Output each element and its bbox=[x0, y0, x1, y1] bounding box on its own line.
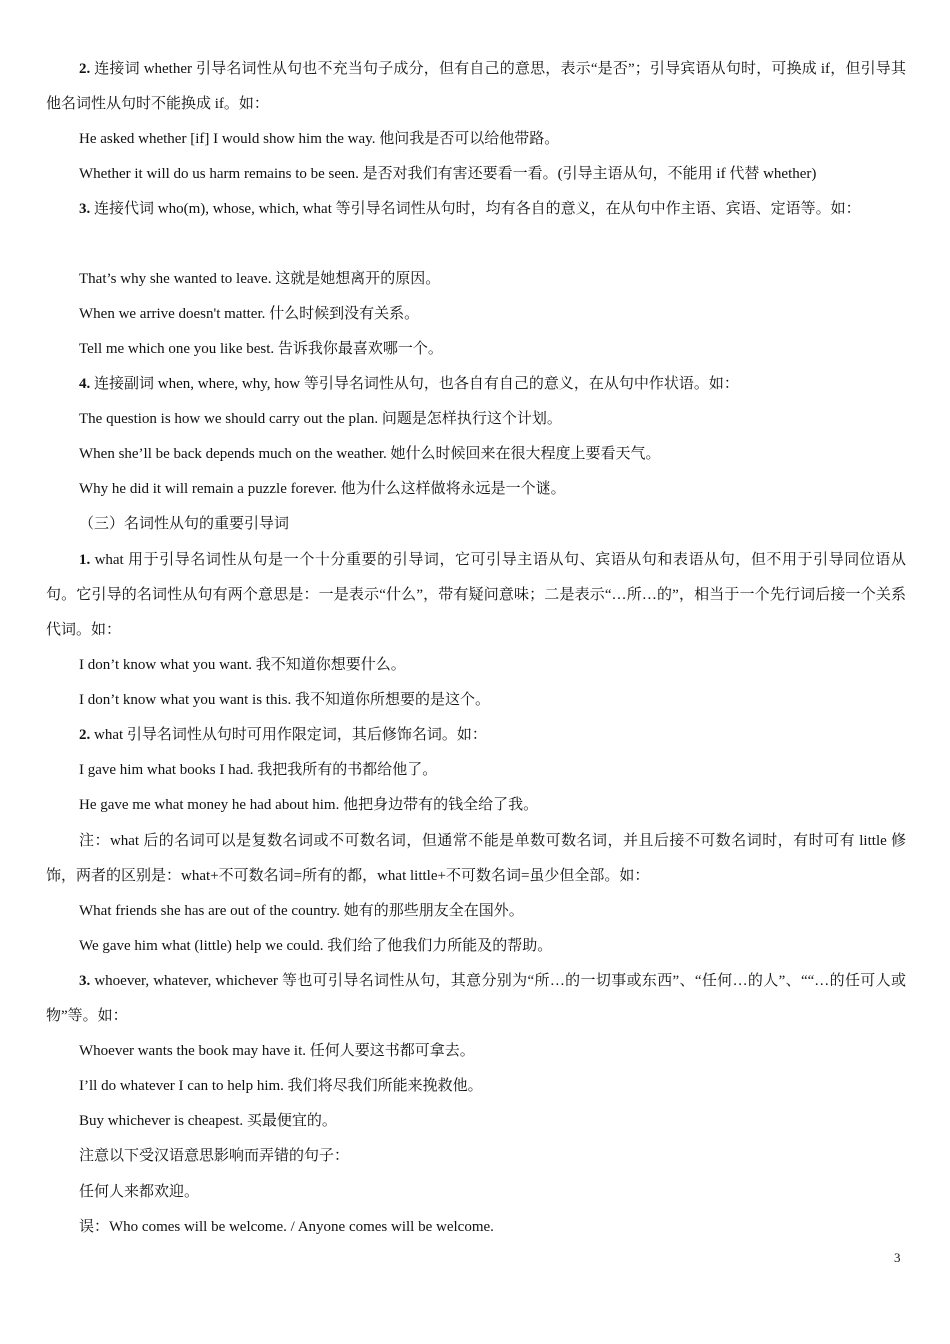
example-sentence bbox=[46, 437, 906, 472]
paragraph-text: Buy whichever is cheapest. 买最便宜的。 bbox=[79, 1113, 337, 1129]
paragraph bbox=[46, 543, 906, 648]
note-paragraph bbox=[46, 1139, 906, 1174]
paragraph bbox=[46, 718, 906, 753]
paragraph-text: 连接代词 who(m), whose, which, what 等引导名词性从句时，均有各自的意义，在从句中作主语、宾语、定语等。如： bbox=[90, 201, 861, 217]
example-sentence bbox=[46, 1210, 906, 1245]
paragraph-text: I don’t know what you want is this. 我不知道你所想要的是这个。 bbox=[79, 692, 490, 708]
paragraph-text: 注意以下受汉语意思影响而弄错的句子： bbox=[79, 1148, 350, 1164]
paragraph-text: 误：Who comes will be welcome. / Anyone comes will be welcome. bbox=[79, 1219, 494, 1235]
paragraph bbox=[46, 367, 906, 402]
paragraph bbox=[46, 964, 906, 1034]
example-sentence bbox=[46, 1104, 906, 1139]
item-number: 3. bbox=[79, 201, 91, 217]
item-number: 2. bbox=[79, 61, 91, 77]
paragraph-text: Whoever wants the book may have it. 任何人要这书都可拿去。 bbox=[79, 1043, 475, 1059]
item-number: 4. bbox=[79, 376, 91, 392]
example-sentence bbox=[46, 1034, 906, 1069]
paragraph-text: He asked whether [if] I would show him the way. 他问我是否可以给他带路。 bbox=[79, 131, 560, 147]
paragraph-text: I’ll do whatever I can to help him. 我们将尽我们所能来挽救他。 bbox=[79, 1078, 483, 1094]
section-heading bbox=[46, 507, 906, 542]
example-sentence bbox=[46, 332, 906, 367]
paragraph-text: Tell me which one you like best. 告诉我你最喜欢哪一个。 bbox=[79, 341, 443, 357]
example-sentence bbox=[46, 122, 906, 157]
example-sentence bbox=[46, 894, 906, 929]
example-sentence bbox=[46, 402, 906, 437]
paragraph-text: 连接副词 when, where, why, how 等引导名词性从句，也各自有自己的意义，在从句中作状语。如： bbox=[90, 376, 739, 392]
example-sentence bbox=[46, 1175, 906, 1210]
example-sentence bbox=[46, 157, 906, 192]
example-sentence bbox=[46, 788, 906, 823]
example-sentence bbox=[46, 929, 906, 964]
paragraph-text: what 用于引导名词性从句是一个十分重要的引导词，它可引导主语从句、宾语从句和表语从句，但不用于引导同位语从句。它引导的名词性从句有两个意思是：一是表示“什么”，带有疑问意味；二是表示“…所…的”，相当于一个先行词后接一个关系代词。如： bbox=[46, 552, 906, 638]
note-paragraph bbox=[46, 824, 906, 894]
paragraph bbox=[46, 192, 906, 227]
paragraph-text: We gave him what (little) help we could. 我们给了他我们力所能及的帮助。 bbox=[79, 938, 553, 954]
example-sentence bbox=[46, 472, 906, 507]
example-sentence bbox=[46, 1069, 906, 1104]
paragraph-text: I don’t know what you want. 我不知道你想要什么。 bbox=[79, 657, 406, 673]
item-number: 3. bbox=[79, 973, 91, 989]
item-number: 2. bbox=[79, 727, 91, 743]
paragraph-text: （三）名词性从句的重要引导词 bbox=[79, 516, 290, 532]
example-sentence bbox=[46, 262, 906, 297]
paragraph-text: 连接词 whether 引导名词性从句也不充当句子成分，但有自己的意思，表示“是否”；引导宾语从句时，可换成 if，但引导其他名词性从句时不能换成 if。如： bbox=[46, 61, 906, 112]
paragraph-text: 注：what 后的名词可以是复数名词或不可数名词，但通常不能是单数可数名词，并且后接不可数名词时，有时可有 little 修饰，两者的区别是：what+不可数名词=所有的都，what little+不可数名词=虽少但全部。如： bbox=[46, 833, 906, 884]
paragraph-text: What friends she has are out of the country. 她有的那些朋友全在国外。 bbox=[79, 903, 524, 919]
paragraph-text: He gave me what money he had about him. 他把身边带有的钱全给了我。 bbox=[79, 797, 539, 813]
paragraph bbox=[46, 52, 906, 122]
paragraph-text: what 引导名词性从句时可用作限定词，其后修饰名词。如： bbox=[90, 727, 487, 743]
item-number: 1. bbox=[79, 552, 91, 568]
paragraph-text: 任何人来都欢迎。 bbox=[79, 1184, 200, 1200]
example-sentence bbox=[46, 753, 906, 788]
paragraph-text: Whether it will do us harm remains to be seen. 是否对我们有害还要看一看。(引导主语从句，不能用 if 代替 whether) bbox=[79, 166, 817, 182]
paragraph-text: The question is how we should carry out the plan. 问题是怎样执行这个计划。 bbox=[79, 411, 562, 427]
example-sentence bbox=[46, 648, 906, 683]
paragraph-text: That’s why she wanted to leave. 这就是她想离开的原因。 bbox=[79, 271, 441, 287]
paragraph-text: whoever, whatever, whichever 等也可引导名词性从句，其意分别为“所…的一切事或东西”、“任何…的人”、““…的任可人或物”等。如： bbox=[46, 973, 906, 1024]
example-sentence bbox=[46, 683, 906, 718]
paragraph-text: Why he did it will remain a puzzle forever. 他为什么这样做将永远是一个谜。 bbox=[79, 481, 566, 497]
page-number: 3 bbox=[894, 1250, 901, 1265]
paragraph-text: I gave him what books I had. 我把我所有的书都给他了。 bbox=[79, 762, 438, 778]
paragraph-text: When we arrive doesn't matter. 什么时候到没有关系。 bbox=[79, 306, 420, 322]
paragraph-text: When she’ll be back depends much on the weather. 她什么时候回来在很大程度上要看天气。 bbox=[79, 446, 661, 462]
example-sentence bbox=[46, 297, 906, 332]
